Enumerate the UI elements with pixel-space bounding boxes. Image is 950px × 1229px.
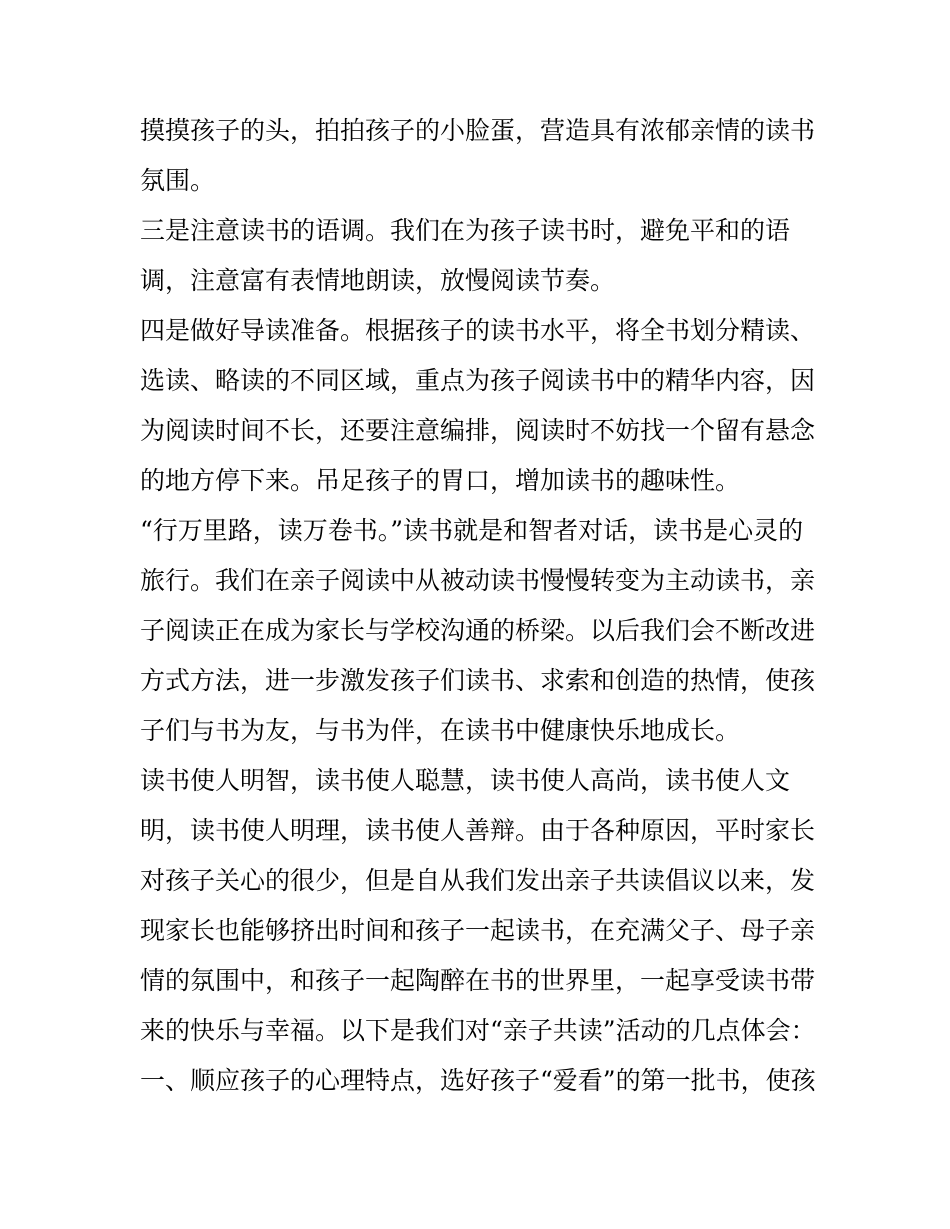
text-line: “行万里路，读万卷书。”读书就是和智者对话，读书是心灵的 [140, 516, 804, 545]
text-line: 调，注意富有表情地朗读，放慢阅读节奏。 [140, 266, 616, 295]
paragraph-4 [140, 506, 820, 756]
text-line: 旅行。我们在亲子阅读中从被动读书慢慢转变为主动读书，亲 [140, 566, 816, 595]
text-line: 选读、略读的不同区域，重点为孩子阅读书中的精华内容，因 [140, 366, 816, 395]
text-line: 子阅读正在成为家长与学校沟通的桥梁。以后我们会不断改进 [140, 616, 816, 645]
text-line: 现家长也能够挤出时间和孩子一起读书，在充满父子、母子亲 [140, 916, 816, 945]
text-line: 对孩子关心的很少，但是自从我们发出亲子共读倡议以来，发 [140, 866, 816, 895]
paragraph-2 [140, 206, 820, 306]
paragraph-3 [140, 306, 820, 506]
text-line: 读书使人明智，读书使人聪慧，读书使人高尚，读书使人文 [140, 766, 791, 795]
text-line: 摸摸孩子的头，拍拍孩子的小脸蛋，营造具有浓郁亲情的读书 [140, 116, 816, 145]
paragraph-6 [140, 1056, 820, 1106]
paragraph-5 [140, 756, 820, 1056]
paragraph-1 [140, 106, 820, 206]
text-line: 子们与书为友，与书为伴，在读书中健康快乐地成长。 [140, 716, 741, 745]
text-line: 氛围。 [140, 166, 216, 195]
text-line: 一、顺应孩子的心理特点，选好孩子“爱看”的第一批书，使孩 [140, 1066, 816, 1095]
body-text [140, 106, 820, 1106]
text-line: 来的快乐与幸福。以下是我们对“亲子共读”活动的几点体会： [140, 1016, 816, 1045]
text-line: 三是注意读书的语调。我们在为孩子读书时，避免平和的语 [140, 216, 791, 245]
text-line: 四是做好导读准备。根据孩子的读书水平，将全书划分精读、 [140, 316, 816, 345]
text-line: 情的氛围中，和孩子一起陶醉在书的世界里，一起享受读书带 [140, 966, 816, 995]
text-line: 为阅读时间不长，还要注意编排，阅读时不妨找一个留有悬念 [140, 416, 816, 445]
text-line: 明，读书使人明理，读书使人善辩。由于各种原因，平时家长 [140, 816, 816, 845]
text-line: 方式方法，进一步激发孩子们读书、求索和创造的热情，使孩 [140, 666, 816, 695]
text-line: 的地方停下来。吊足孩子的胃口，增加读书的趣味性。 [140, 466, 741, 495]
